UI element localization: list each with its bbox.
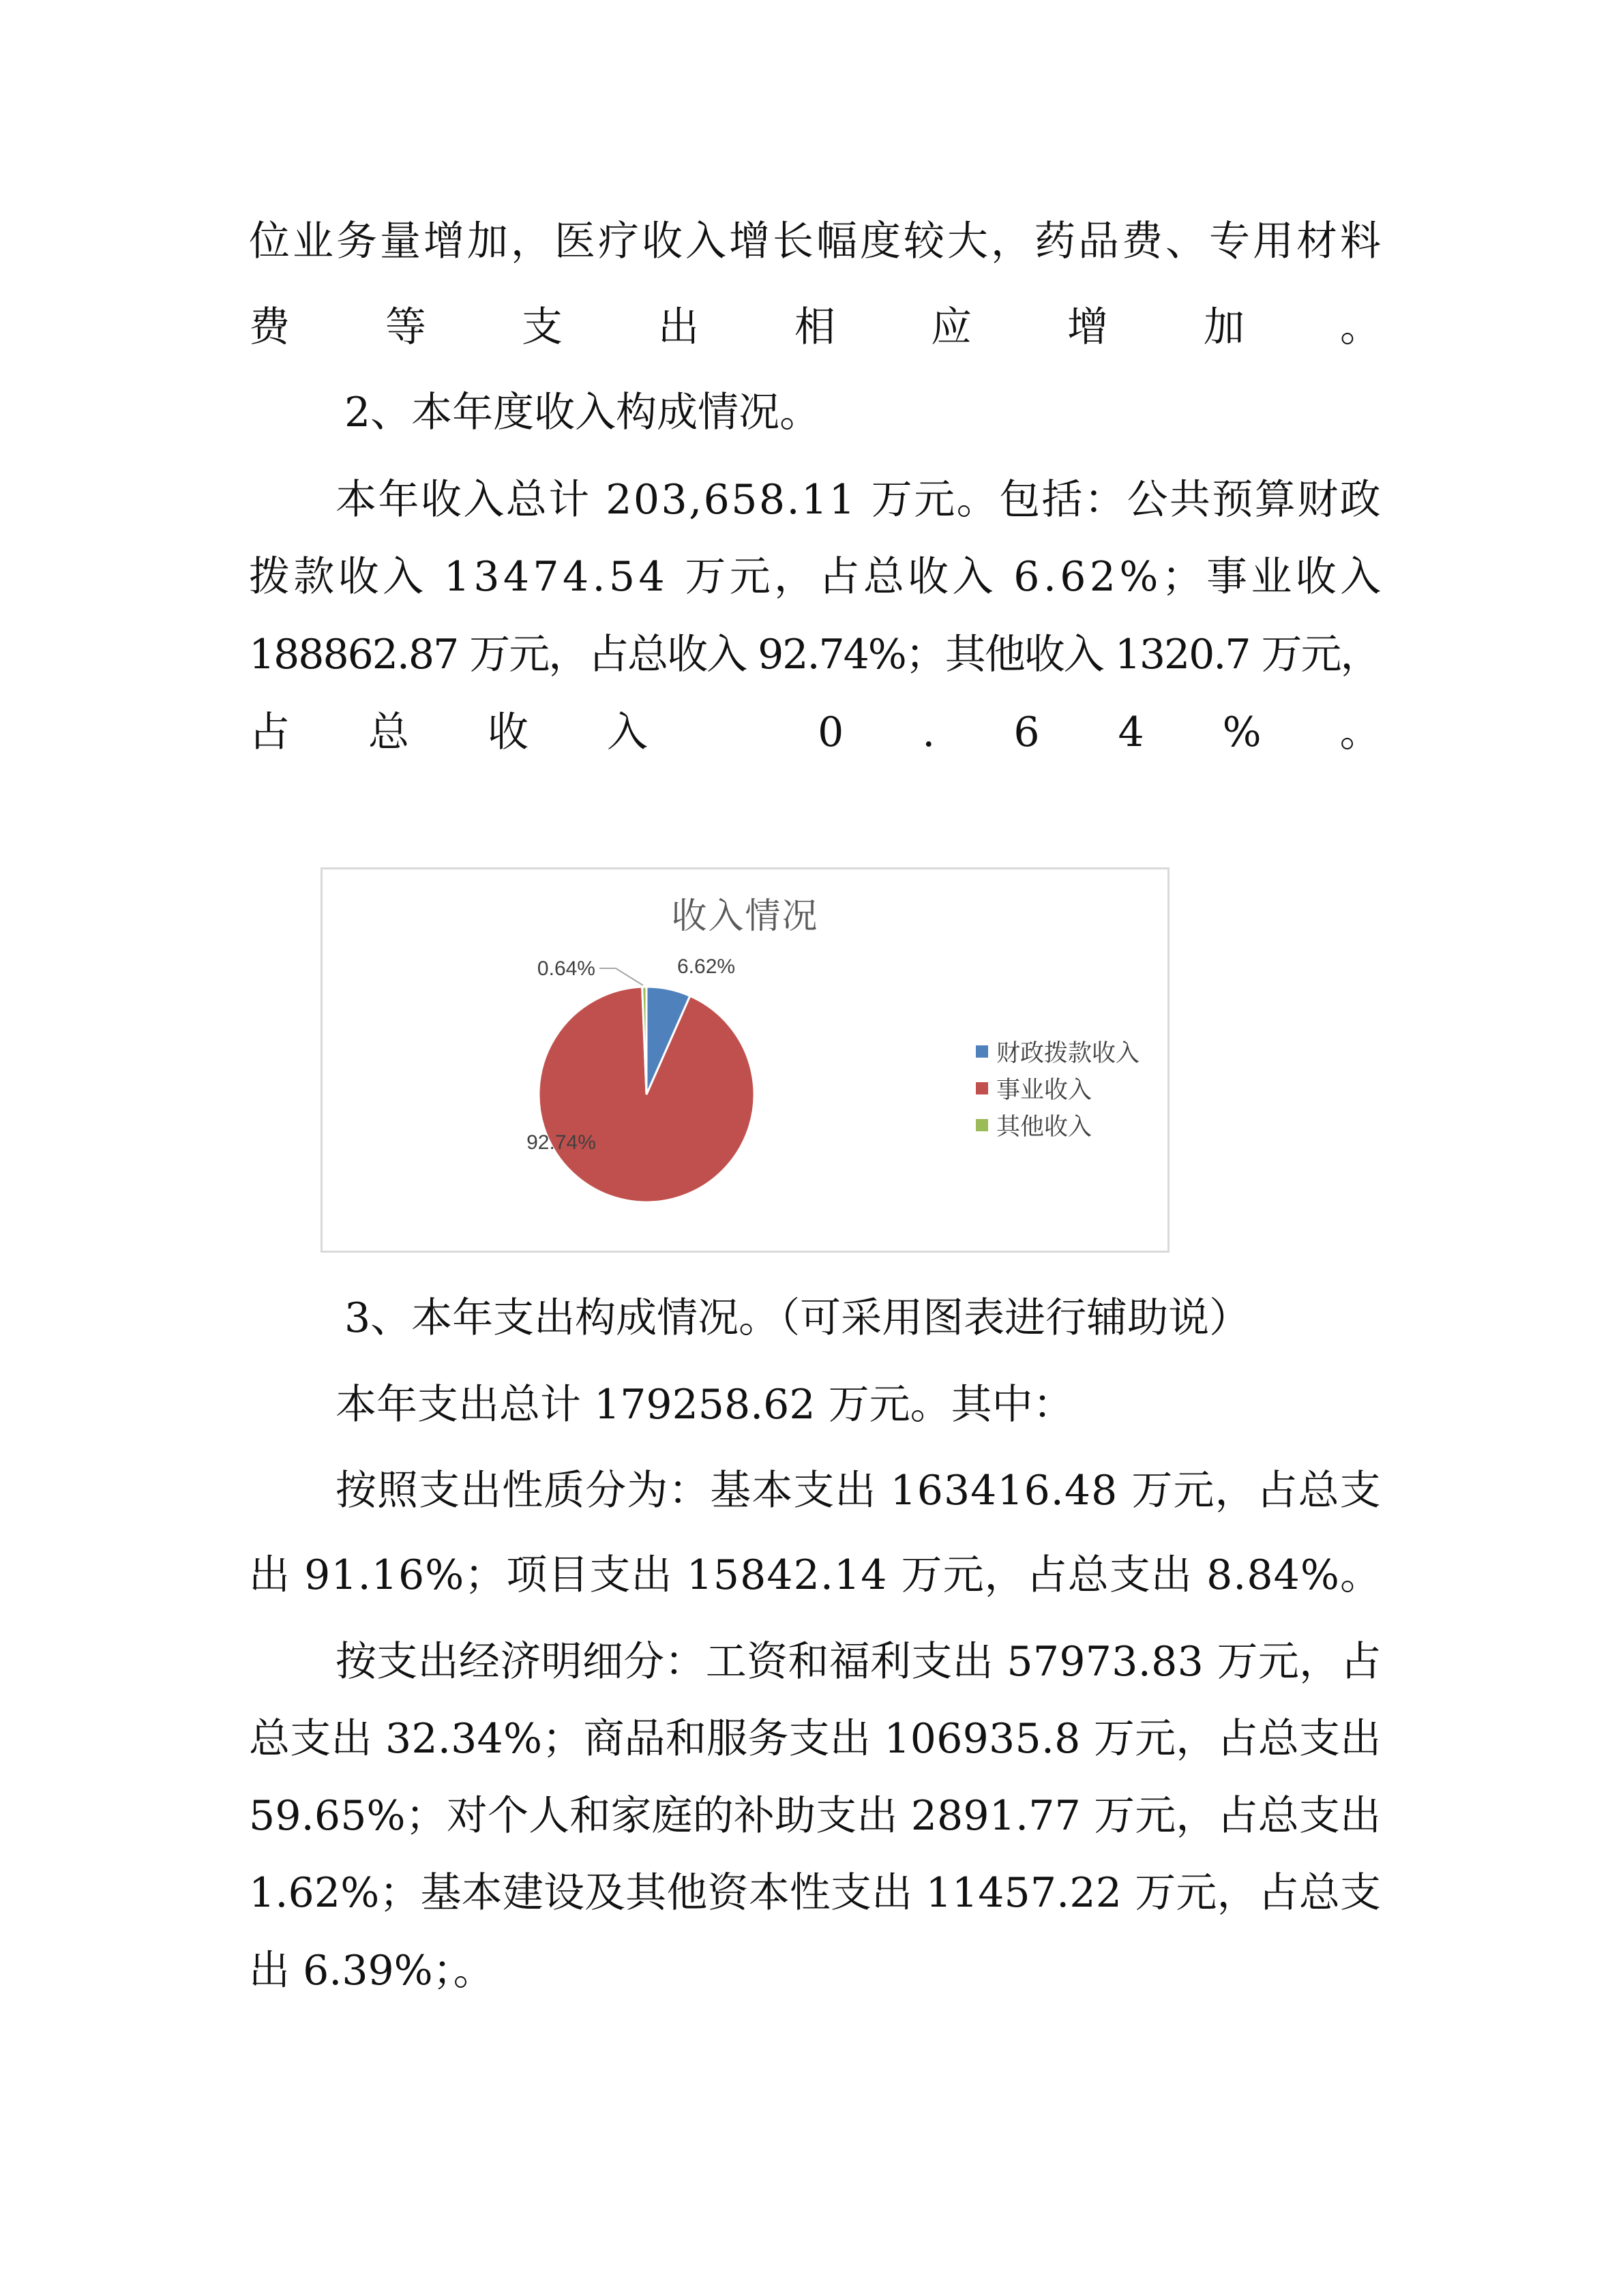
body-text-line: 59.65%；对个人和家庭的补助支出 2891.77 万元，占总支出	[249, 1792, 1382, 1840]
body-text-line: 位业务量增加，医疗收入增长幅度较大，药品费、专用材料	[249, 218, 1384, 265]
pie-data-label-1: 92.74%	[526, 1131, 596, 1154]
chart-legend	[976, 1033, 1140, 1144]
leader-line	[599, 968, 643, 985]
legend-swatch	[976, 1082, 988, 1094]
body-text-line: 出 6.39%；。	[249, 1947, 494, 1995]
legend-label: 其他收入	[996, 1114, 1092, 1140]
body-text-line: 出 91.16%；项目支出 15842.14 万元，占总支出 8.84%。	[249, 1551, 1382, 1599]
body-text-line: 占总收入 0.64%。	[249, 709, 1459, 756]
section-heading: 3、本年支出构成情况。（可采用图表进行辅助说）	[344, 1294, 1251, 1342]
body-text-line: 按支出经济明细分：工资和福利支出 57973.83 万元，占	[336, 1638, 1382, 1686]
income-pie-chart	[321, 867, 1170, 1253]
legend-item	[976, 1070, 1140, 1107]
pie-data-label-0: 6.62%	[677, 955, 736, 978]
body-text-line: 1.62%；基本建设及其他资本性支出 11457.22 万元，占总支	[249, 1869, 1382, 1917]
legend-swatch	[976, 1045, 988, 1058]
legend-label: 财政拨款收入	[996, 1040, 1140, 1067]
body-text-line: 188862.87 万元，占总收入 92.74%；其他收入 1320.7 万元，	[249, 631, 1380, 679]
body-text-line: 费等支出相应增加。	[249, 303, 1476, 351]
section-heading: 2、本年度收入构成情况。	[344, 389, 821, 436]
body-text-line: 总支出 32.34%；商品和服务支出 106935.8 万元，占总支出	[249, 1715, 1382, 1763]
body-text-line: 按照支出性质分为：基本支出 163416.48 万元，占总支	[336, 1467, 1382, 1515]
body-text-line: 本年收入总计 203,658.11 万元。包括：公共预算财政	[336, 476, 1383, 524]
chart-title: 收入情况	[671, 897, 819, 936]
legend-item	[976, 1107, 1140, 1144]
legend-item	[976, 1033, 1140, 1070]
pie-data-label-2: 0.64%	[537, 957, 595, 980]
body-text-line: 本年支出总计 179258.62 万元。其中：	[336, 1381, 1074, 1429]
legend-swatch	[976, 1119, 988, 1131]
legend-label: 事业收入	[996, 1077, 1092, 1103]
body-text-line: 拨款收入 13474.54 万元，占总收入 6.62%；事业收入	[249, 553, 1385, 601]
